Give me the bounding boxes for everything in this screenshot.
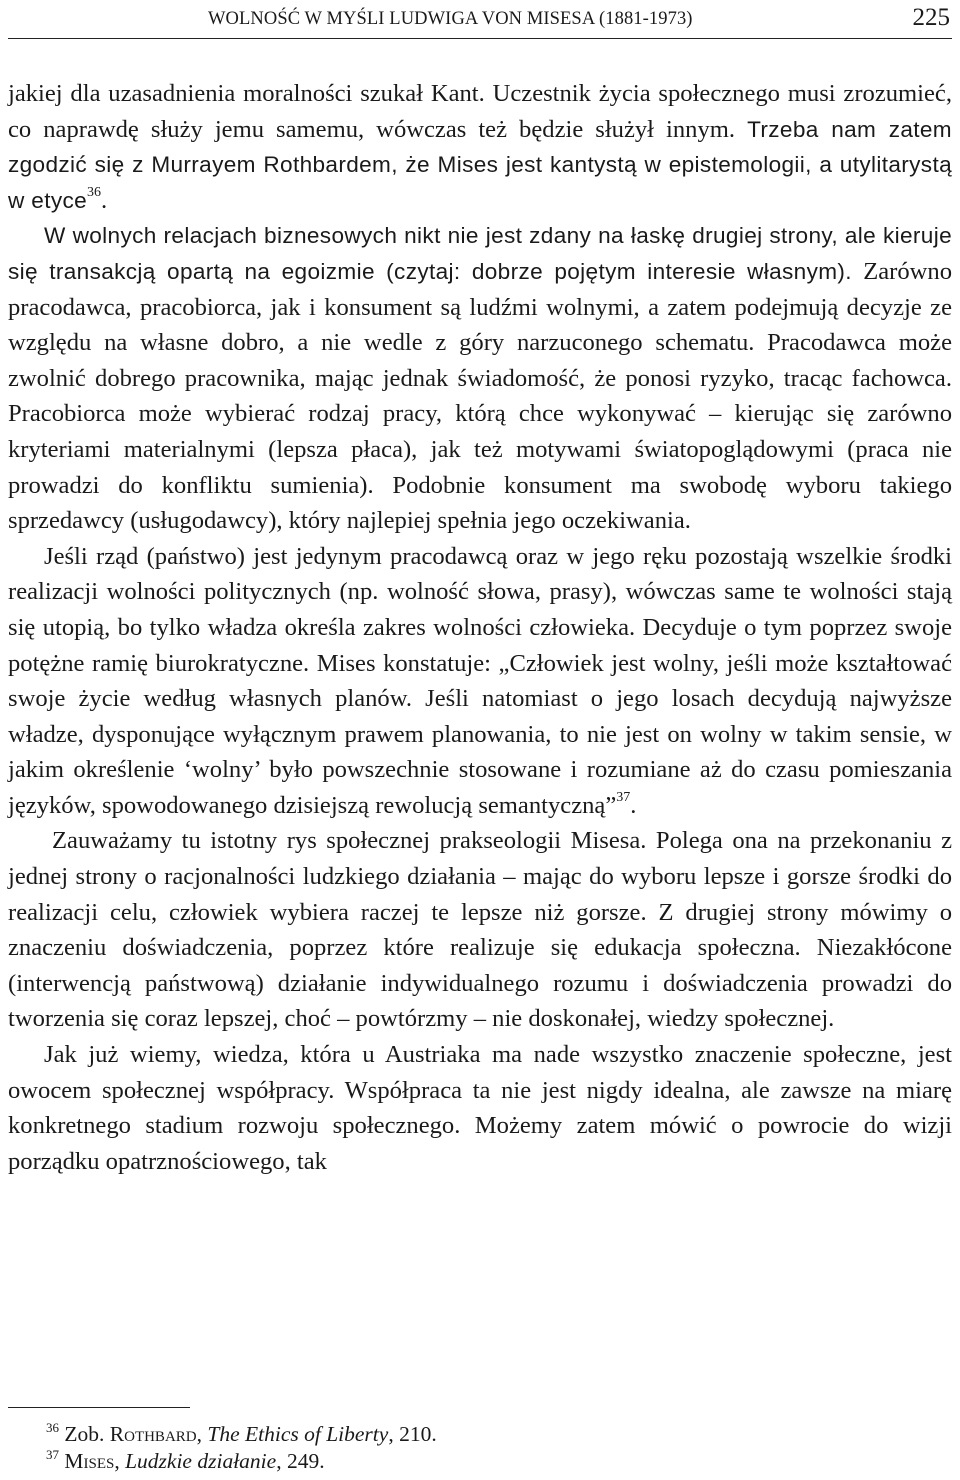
footnote-work-title: Ludzkie działanie [125, 1449, 277, 1473]
paragraph-1 [8, 76, 952, 218]
footnote-separator: , [114, 1449, 126, 1473]
footnote-ref-37[interactable]: 37 [616, 789, 631, 805]
footnote-author: Rothbard [109, 1422, 197, 1446]
paragraph-3-text: Jeśli rząd (państwo) jest jedynym pracodawcą oraz w jego ręku pozostają wszelkie środki realizacji wolności politycznych (np. wolność słowa, prasy), wówczas same te wolności stają się utopią, bo tylko władza określa zakres wolności człowieka. Decyduje o tym poprzez swoje potężne ramię biurokratyczne. Mises konstatuje: „Człowiek jest wolny, jeśli może kształtować swoje życie według własnych planów. Jeśli natomiast o jego losach decydują najwyższe władze, dysponujące wyłącznym prawem planowania, to nie jest on wolny w takim sensie, w jakim określenie ‘wolny’ było powszechnie stosowane i rozumiane aż do czasu pomieszania języków, spowodowanego dzisiejszą rewolucją semantyczną” [8, 542, 952, 819]
paragraph-2-text: Zarówno pracodawca, pracobiorca, jak i konsument są ludźmi wolnymi, a zatem podejmują decyzje ze względu na własne dobro, a nie wedle z góry narzuconego schematu. Pracodawca może zwolnić dobrego pracownika, mając jednak świadomość, że ponosi ryzyko, tracąc fachowca. Pracobiorca może wybierać rodzaj pracy, którą chce wykonywać – kierując się zarówno kryteriami materialnymi (lepsza płaca), jak też motywami światopoglądowymi (praca nie prowadzi do konfliktu sumienia). Podobnie konsument ma swobodę wyboru takiego sprzedawcy (usługodawcy), który najlepiej spełnia jego oczekiwania. [8, 257, 952, 535]
running-header-title: WOLNOŚĆ W MYŚLI LUDWIGA VON MISESA (1881-1973) [208, 9, 693, 29]
main-text [8, 76, 952, 1179]
paragraph-1-end: . [101, 186, 108, 214]
header-divider [8, 38, 952, 39]
paragraph-1-sans-text: Trzeba nam zatem zgodzić się z Murrayem Rothbardem, że Mises jest kantystą w epistemologii, a utylitarystą w etyce [8, 116, 952, 213]
footnote-page: , 210. [388, 1422, 437, 1446]
footnote-number: 36 [46, 1420, 59, 1435]
paragraph-2 [8, 218, 952, 538]
paragraph-4 [8, 823, 952, 1037]
footnote-ref-36[interactable]: 36 [87, 184, 102, 200]
footnote-author: Mises [64, 1449, 115, 1473]
paragraph-2-sans-text: W wolnych relacjach biznesowych nikt nie jest zdany na łaskę drugiej strony, ale kieruje się transakcją opartą na egoizmie (czytaj: dobrze pojętym interesie własnym). [8, 223, 952, 284]
paragraph-1-text: jakiej dla uzasadnienia moralności szukał Kant. Uczestnik życia społecznego musi zrozumieć, co naprawdę służy jemu samemu, wówczas też będzie służył innym. [8, 80, 952, 143]
paragraph-4-text: Zauważamy tu istotny rys społecznej prakseologii Misesa. Polega ona na przekonaniu z jednej strony o racjonalności ludzkiego działania – mając do wyboru lepsze i gorsze środki do realizacji celu, człowiek wybiera raczej te lepsze niż gorsze. Z drugiej strony mówimy o znaczeniu doświadczenia, poprzez które realizuje się edukacja społeczna. Niezakłócone (interwencją państwową) działanie indywidualnego rozumu i doświadczenia prowadzi do tworzenia się coraz lepszej, choć – powtórzmy – nie doskonałej, wiedzy społecznej. [8, 827, 952, 1033]
footnote-divider [8, 1407, 190, 1408]
footnote-page: , 249. [276, 1449, 325, 1473]
footnote-37 [46, 1448, 437, 1475]
paragraph-3-end: . [630, 791, 637, 819]
paragraph-3 [8, 539, 952, 824]
running-header [8, 4, 952, 34]
footnote-prefix: Zob. [64, 1422, 110, 1446]
footnotes [46, 1421, 437, 1475]
book-page [8, 0, 952, 1480]
footnote-work-title: The Ethics of Liberty [207, 1422, 389, 1446]
footnote-36 [46, 1421, 437, 1448]
paragraph-5 [8, 1037, 952, 1179]
page-number: 225 [912, 4, 950, 31]
footnote-separator: , [196, 1422, 208, 1446]
paragraph-5-text: Jak już wiemy, wiedza, która u Austriaka ma nade wszystko znaczenie społeczne, jest owocem społecznej współpracy. Współpraca ta nie jest nigdy idealna, ale zawsze na miarę konkretnego stadium rozwoju społecznego. Możemy zatem mówić o powrocie do wizji porządku opatrznościowego, tak [8, 1041, 952, 1175]
footnote-number: 37 [46, 1447, 59, 1462]
